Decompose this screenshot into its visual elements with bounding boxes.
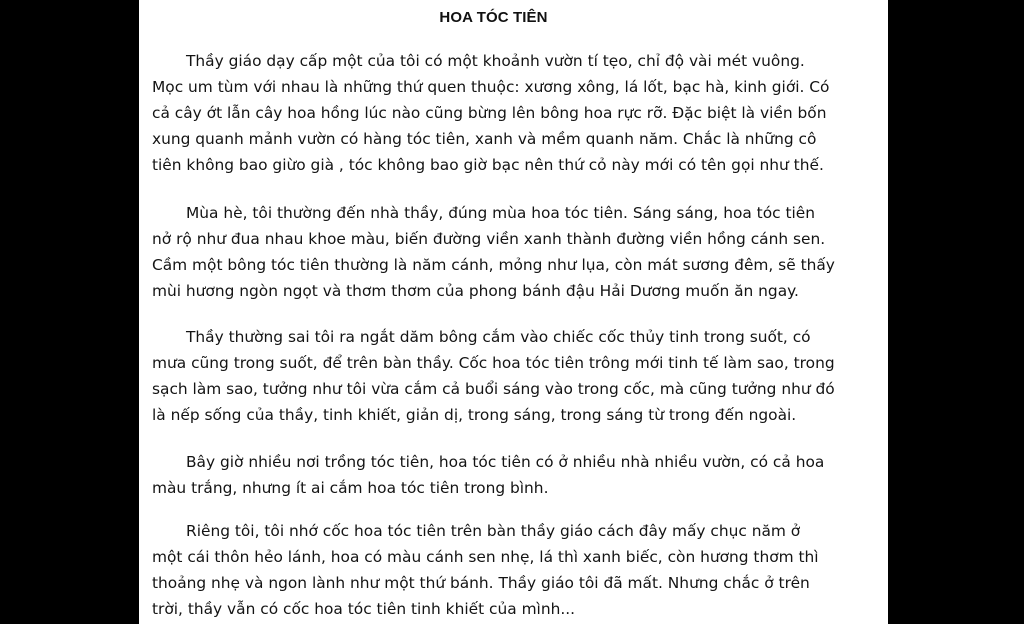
- text-line: Riêng tôi, tôi nhớ cốc hoa tóc tiên trên bàn thầy giáo cách đây mấy chục năm ở: [186, 522, 801, 540]
- text-line: mùi hương ngòn ngọt và thơm thơm của phong bánh đậu Hải Dương muốn ăn ngay.: [152, 282, 799, 300]
- document-title: HOA TÓC TIÊN: [439, 9, 548, 26]
- text-line: tiên không bao giừo già , tóc không bao giờ bạc nên thứ cỏ này mới có tên gọi như thế.: [152, 156, 824, 174]
- text-line: màu trắng, nhưng ít ai cắm hoa tóc tiên trong bình.: [152, 479, 549, 497]
- text-line: Mọc um tùm với nhau là những thứ quen thuộc: xương xông, lá lốt, bạc hà, kinh giới. Có: [152, 78, 830, 96]
- text-line: Mùa hè, tôi thường đến nhà thầy, đúng mùa hoa tóc tiên. Sáng sáng, hoa tóc tiên: [186, 204, 816, 222]
- text-line: cả cây ớt lẫn cây hoa hồng lúc nào cũng bừng lên bông hoa rực rỡ. Đặc biệt là viền bốn: [152, 104, 827, 122]
- text-line: Cầm một bông tóc tiên thường là năm cánh, mỏng như lụa, còn mát sương đêm, sẽ thấy: [152, 256, 835, 274]
- paragraph-5: [152, 518, 842, 622]
- text-line: mưa cũng trong suốt, để trên bàn thầy. Cốc hoa tóc tiên trông mới tinh tế làm sao, trong: [152, 354, 835, 372]
- paragraph-4: [152, 449, 842, 501]
- text-line: thoảng nhẹ và ngon lành như một thứ bánh. Thầy giáo tôi đã mất. Nhưng chắc ở trên: [152, 574, 810, 592]
- paragraph-2: [152, 200, 842, 304]
- paragraph-1: [152, 48, 842, 178]
- text-line: Bây giờ nhiều nơi trồng tóc tiên, hoa tóc tiên có ở nhiều nhà nhiều vườn, có cả hoa: [186, 453, 825, 471]
- text-line: là nếp sống của thầy, tinh khiết, giản dị, trong sáng, trong sáng từ trong đến ngoài.: [152, 406, 797, 424]
- text-line: trời, thầy vẫn có cốc hoa tóc tiên tinh khiết của mình...: [152, 600, 576, 618]
- paragraph-3: [152, 324, 842, 428]
- text-line: nở rộ như đua nhau khoe màu, biến đường viền xanh thành đường viền hồng cánh sen.: [152, 230, 826, 248]
- text-line: một cái thôn hẻo lánh, hoa có màu cánh sen nhẹ, lá thì xanh biếc, còn hương thơm thì: [152, 548, 819, 566]
- text-line: Thầy thường sai tôi ra ngắt dăm bông cắm vào chiếc cốc thủy tinh trong suốt, có: [186, 328, 811, 346]
- document-page: [139, 0, 888, 624]
- text-line: Thầy giáo dạy cấp một của tôi có một khoảnh vườn tí tẹo, chỉ độ vài mét vuông.: [186, 52, 805, 70]
- text-line: sạch làm sao, tưởng như tôi vừa cắm cả buổi sáng vào trong cốc, mà cũng tưởng như đó: [152, 380, 835, 398]
- text-line: xung quanh mảnh vườn có hàng tóc tiên, xanh và mềm quanh năm. Chắc là những cô: [152, 130, 817, 148]
